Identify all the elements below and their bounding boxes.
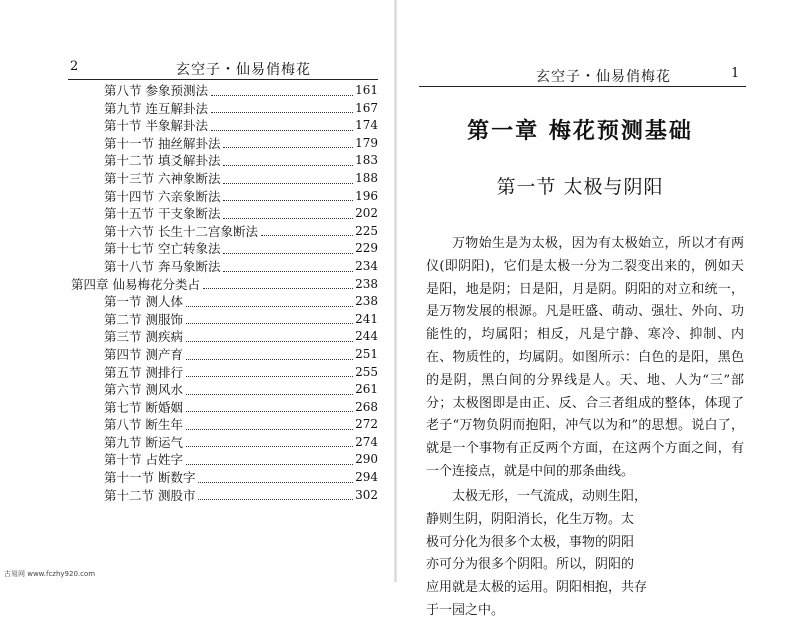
toc-page-number: 196 — [355, 188, 378, 203]
table-of-contents — [68, 82, 378, 504]
toc-label: 第十三节 六神象断法 — [104, 170, 221, 186]
toc-section-row — [68, 152, 378, 170]
left-header-rule — [68, 79, 378, 80]
toc-label: 第九节 断运气 — [104, 434, 183, 450]
toc-leader-dots — [186, 305, 353, 307]
toc-leader-dots — [186, 410, 353, 412]
toc-page-number: 274 — [355, 434, 378, 449]
toc-page-number: 238 — [355, 294, 378, 309]
toc-leader-dots — [203, 287, 353, 289]
toc-section-row — [68, 117, 378, 135]
toc-page-number: 174 — [355, 118, 378, 133]
toc-leader-dots — [186, 358, 353, 360]
toc-section-row — [68, 381, 378, 399]
footer-watermark: 古易网 www.fczhy920.com — [4, 570, 96, 578]
toc-section-row — [68, 82, 378, 100]
toc-page-number: 238 — [355, 276, 378, 291]
toc-leader-dots — [223, 146, 353, 148]
toc-label: 第四章 仙易梅花分类占 — [71, 276, 200, 292]
toc-section-row — [68, 223, 378, 241]
toc-page-number: 290 — [355, 452, 378, 467]
toc-label: 第八节 参象预测法 — [104, 83, 208, 98]
toc-leader-dots — [186, 428, 353, 430]
toc-section-row — [68, 469, 378, 487]
toc-page-number: 161 — [355, 83, 378, 97]
toc-leader-dots — [223, 182, 353, 184]
toc-leader-dots — [211, 111, 353, 113]
body-text — [426, 233, 744, 484]
narrow-line: 极可分化为很多个太极，事物的阴阳 — [426, 534, 635, 550]
toc-page-number: 179 — [355, 135, 378, 150]
toc-page-number: 229 — [355, 241, 378, 256]
toc-label: 第十二节 填爻解卦法 — [104, 153, 221, 169]
toc-page-number: 302 — [355, 487, 378, 502]
chapter-title: 第一章 梅花预测基础 — [467, 119, 693, 144]
toc-section-row — [68, 100, 378, 118]
toc-section-row — [68, 188, 378, 206]
right-header-rule — [419, 86, 746, 87]
toc-section-row — [68, 311, 378, 329]
toc-label: 第七节 断婚姻 — [104, 399, 183, 415]
toc-section-row — [68, 258, 378, 276]
toc-leader-dots — [211, 129, 353, 131]
toc-label: 第十四节 六亲象断法 — [104, 188, 221, 204]
left-page-number: 2 — [70, 59, 79, 74]
toc-label: 第十八节 奔马象断法 — [104, 258, 221, 274]
toc-section-row — [68, 487, 378, 505]
toc-leader-dots — [186, 375, 353, 377]
toc-section-row — [68, 205, 378, 223]
narrow-line: 太极无形，一气流成，动则生阳， — [452, 489, 648, 504]
toc-label: 第十六节 长生十二宫象断法 — [104, 223, 258, 239]
narrow-line: 应用就是太极的运用。阴阳相抱，共存 — [426, 580, 648, 596]
book-gutter — [394, 0, 397, 582]
toc-page-number: 241 — [355, 311, 378, 326]
toc-label: 第四节 测产育 — [104, 346, 183, 362]
toc-page-number: 188 — [355, 170, 378, 185]
toc-label: 第二节 测服饰 — [104, 311, 183, 327]
toc-leader-dots — [186, 340, 353, 342]
toc-label: 第十一节 断数字 — [104, 470, 196, 486]
toc-label: 第五节 测排行 — [104, 364, 183, 380]
toc-section-row — [68, 135, 378, 153]
toc-leader-dots — [223, 164, 353, 166]
toc-label: 第一节 测人体 — [104, 294, 183, 310]
toc-leader-dots — [198, 498, 353, 500]
toc-label: 第八节 断生年 — [104, 417, 183, 433]
right-running-title: 玄空子・仙易俏梅花 — [536, 69, 671, 85]
toc-label: 第十节 半象解卦法 — [104, 118, 208, 134]
toc-page-number: 183 — [355, 153, 378, 168]
toc-leader-dots — [211, 94, 353, 96]
toc-chapter-row — [68, 276, 378, 294]
toc-label: 第十五节 干支象断法 — [104, 206, 221, 222]
toc-section-row — [68, 293, 378, 311]
toc-leader-dots — [223, 252, 353, 254]
toc-leader-dots — [198, 481, 353, 483]
toc-label: 第十七节 空亡转象法 — [104, 241, 221, 257]
narrow-line: 静则生阴，阴阳消长，化生万物。太 — [426, 511, 635, 527]
toc-leader-dots — [186, 445, 353, 447]
narrow-line: 亦可分为很多个阴阳。所以，阴阳的 — [426, 557, 635, 573]
toc-leader-dots — [186, 393, 353, 395]
toc-section-row — [68, 416, 378, 434]
toc-page-number: 251 — [355, 346, 378, 361]
right-page-number: 1 — [731, 66, 740, 81]
toc-leader-dots — [186, 322, 353, 324]
body-paragraph: 万物始生是为太极，因为有太极始立，所以才有两仪(即阴阳)，它们是太极一分为二裂变出来的，例如天是阳，地是阴；日是阳，月是阴。阴阳的对立和统一，是万物发展的根源。凡是旺盛、萌动、强壮、外向、功能性的，均属阳；相反，凡是宁静、寒冷、抑制、内在、物质性的，均属阴。如图所示：白色的是阳，黑色的是阴，黑白间的分界线是人。天、地、人为“三”部分；太极图即是由正、反、合三者组成的整体，体现了老子“万物负阴而抱阳，冲气以为和”的思想。说白了，就是一个事物有正反两个方面，在这两个方面之间，有一个连接点，就是中间的那条曲线。 — [426, 236, 744, 479]
toc-label: 第十节 占姓字 — [104, 452, 183, 468]
toc-section-row — [68, 328, 378, 346]
toc-page-number: 202 — [355, 206, 378, 221]
toc-label: 第九节 连互解卦法 — [104, 100, 208, 116]
toc-section-row — [68, 346, 378, 364]
toc-section-row — [68, 364, 378, 382]
toc-label: 第十二节 测股市 — [104, 487, 196, 503]
section-title: 第一节 太极与阴阳 — [496, 176, 664, 198]
toc-page-number: 272 — [355, 417, 378, 432]
toc-label: 第十一节 抽丝解卦法 — [104, 135, 221, 151]
toc-section-row — [68, 170, 378, 188]
toc-leader-dots — [261, 234, 353, 236]
toc-label: 第六节 测风水 — [104, 382, 183, 398]
toc-section-row — [68, 434, 378, 452]
toc-section-row — [68, 451, 378, 469]
toc-leader-dots — [186, 463, 353, 465]
left-running-title: 玄空子・仙易俏梅花 — [176, 62, 311, 78]
toc-section-row — [68, 399, 378, 417]
toc-page-number: 225 — [355, 223, 378, 238]
toc-label: 第三节 测疾病 — [104, 329, 183, 345]
toc-page-number: 244 — [355, 329, 378, 344]
toc-leader-dots — [223, 217, 353, 219]
toc-page-number: 167 — [355, 100, 378, 115]
toc-section-row — [68, 240, 378, 258]
narrow-line: 于一园之中。 — [426, 602, 505, 618]
toc-leader-dots — [223, 199, 353, 201]
toc-page-number: 294 — [355, 470, 378, 485]
toc-leader-dots — [223, 270, 353, 272]
toc-page-number: 255 — [355, 364, 378, 379]
toc-page-number: 268 — [355, 399, 378, 414]
narrow-paragraph — [426, 486, 648, 623]
toc-page-number: 234 — [355, 258, 378, 273]
toc-page-number: 261 — [355, 382, 378, 397]
